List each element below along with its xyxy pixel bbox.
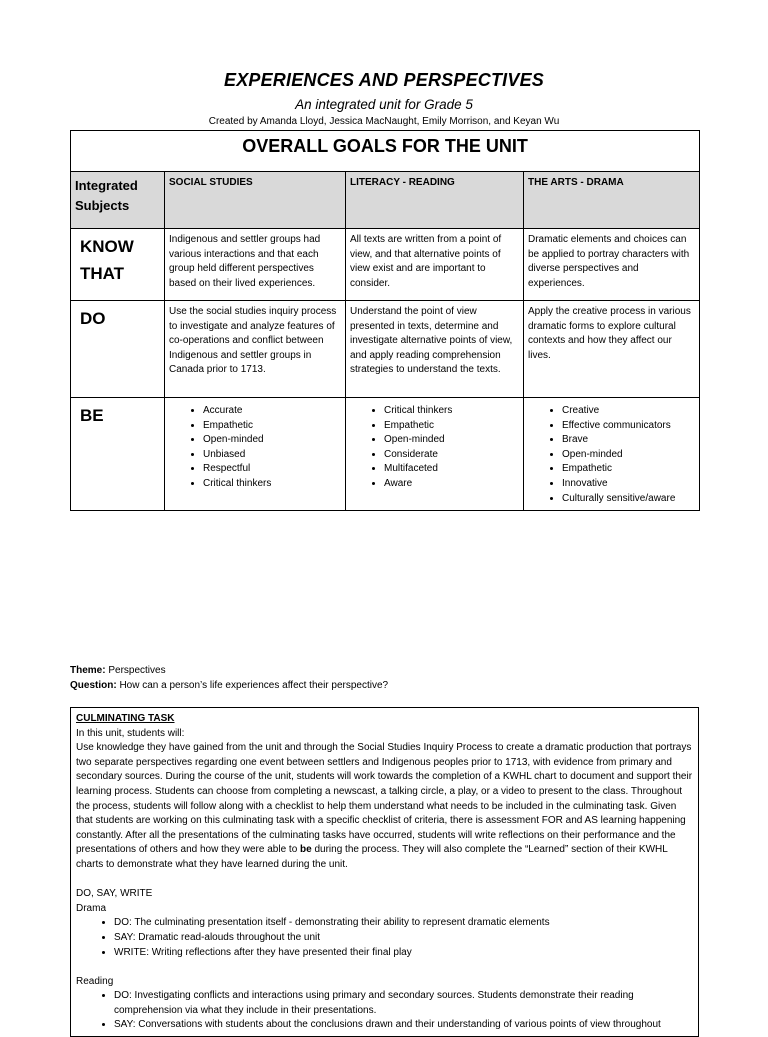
reading-list xyxy=(76,989,693,1033)
goals-header-row xyxy=(71,172,700,229)
question-label: Question: xyxy=(70,679,117,691)
do-cell-social-studies: Use the social studies inquiry process to investigate and analyze features of co-operations and conflict between Indigenous and settler groups in Canada prior to 1713. xyxy=(165,301,346,398)
list-item: • DO: Investigating conflicts and interactions using primary and secondary sources. Students demonstrate their reading comprehension via what they include in their presentations. xyxy=(114,989,693,1018)
list-item: • Multifaceted xyxy=(384,462,519,477)
goals-table xyxy=(70,130,700,511)
list-item: • SAY: Conversations with students about the conclusions drawn and their understanding of various points of view throughout xyxy=(114,1018,693,1033)
list-item: • WRITE: Writing reflections after they have presented their final play xyxy=(114,946,693,961)
do-say-write-heading: DO, SAY, WRITE xyxy=(76,888,153,900)
list-item: • Empathetic xyxy=(203,419,341,434)
culminating-body-part2: during the process. They will also complete the “Learned” section of their KWHL charts to demonstrate what they have learned during the unit. xyxy=(76,844,668,870)
culminating-body-part1: Use knowledge they have gained from the unit and through the Social Studies Inquiry Process to create a dramatic production that portrays two separate perspectives regarding one event between settlers and Indigenous peoples prior to 1713, with evidence from primary and secondary sources. During the course of the unit, students will work towards the completion of a KWHL chart to document and support their learning process. Students can choose from completing a newscast, a talking circle, a play, or a video to present to the class. Throughout the process, students will follow along with a checklist to help them understand what needs to be included in the culminating task. Given that students are working on this culminating task with a specific checklist of criteria, there is assessment FOR and AS learning happening constantly. After all the presentations of the culminating tasks have occurred, students will write reflections on their performance and the presentations of others and how they were able to xyxy=(76,742,693,856)
be-list-social-studies xyxy=(169,404,341,492)
list-item: • Culturally sensitive/aware xyxy=(562,492,695,507)
know-that-row xyxy=(71,229,700,301)
list-item: • SAY: Dramatic read-alouds throughout the unit xyxy=(114,931,693,946)
list-item: • Open-minded xyxy=(562,448,695,463)
list-item: • Considerate xyxy=(384,448,519,463)
question-value: How can a person’s life experiences affect their perspective? xyxy=(116,679,389,691)
be-label: BE xyxy=(71,398,165,511)
list-item: • Accurate xyxy=(203,404,341,419)
integrated-subjects-label: Integrated Subjects xyxy=(71,172,165,229)
be-cell-social-studies xyxy=(165,398,346,511)
do-cell-drama: Apply the creative process in various dramatic forms to explore cultural contexts and how they affect our lives. xyxy=(524,301,700,398)
culminating-intro: In this unit, students will: xyxy=(76,727,185,739)
document-authors: Created by Amanda Lloyd, Jessica MacNaught, Emily Morrison, and Keyan Wu xyxy=(208,116,560,127)
drama-label: Drama xyxy=(76,902,107,914)
list-item: • Critical thinkers xyxy=(384,404,519,419)
be-cell-literacy xyxy=(346,398,524,511)
list-item: • Open-minded xyxy=(203,433,341,448)
theme-label: Theme: xyxy=(70,665,106,676)
goals-table-title: OVERALL GOALS FOR THE UNIT xyxy=(71,131,700,172)
drama-list xyxy=(76,916,693,960)
list-item: • Unbiased xyxy=(203,448,341,463)
culminating-task-box xyxy=(70,707,699,1037)
question-line xyxy=(70,679,388,694)
column-header-social-studies: SOCIAL STUDIES xyxy=(165,172,346,229)
column-header-arts-drama: THE ARTS - DRAMA xyxy=(524,172,700,229)
theme-block xyxy=(70,664,388,693)
document-subtitle: An integrated unit for Grade 5 xyxy=(295,97,473,112)
column-header-literacy-reading: LITERACY - READING xyxy=(346,172,524,229)
do-label: DO xyxy=(71,301,165,398)
list-item: • DO: The culminating presentation itself - demonstrating their ability to represent dramatic elements xyxy=(114,916,693,931)
do-row xyxy=(71,301,700,398)
be-row xyxy=(71,398,700,511)
list-item: • Effective communicators xyxy=(562,419,695,434)
list-item: • Empathetic xyxy=(562,462,695,477)
be-list-drama xyxy=(528,404,695,506)
list-item: • Innovative xyxy=(562,477,695,492)
theme-value: Perspectives xyxy=(105,665,166,676)
list-item: • Open-minded xyxy=(384,433,519,448)
know-cell-drama: Dramatic elements and choices can be applied to portray characters with diverse perspectives and experiences. xyxy=(524,229,700,301)
theme-line xyxy=(70,664,388,679)
list-item: • Empathetic xyxy=(384,419,519,434)
know-that-label: KNOW THAT xyxy=(71,229,165,301)
be-cell-drama xyxy=(524,398,700,511)
list-item: • Brave xyxy=(562,433,695,448)
culminating-body-bold: be xyxy=(300,844,312,856)
list-item: • Respectful xyxy=(203,462,341,477)
be-list-literacy xyxy=(350,404,519,492)
know-cell-literacy: All texts are written from a point of view, and that alternative points of view exist and are important to consider. xyxy=(346,229,524,301)
list-item: • Aware xyxy=(384,477,519,492)
do-cell-literacy: Understand the point of view presented in texts, determine and investigate alternative points of view, and apply reading comprehension strategies to understand the texts. xyxy=(346,301,524,398)
document-title: EXPERIENCES AND PERSPECTIVES xyxy=(223,70,544,90)
list-item: • Critical thinkers xyxy=(203,477,341,492)
culminating-task-title: CULMINATING TASK xyxy=(76,713,175,724)
list-item: • Creative xyxy=(562,404,695,419)
reading-label: Reading xyxy=(76,975,114,987)
know-cell-social-studies: Indigenous and settler groups had various interactions and that each group held different perspectives based on their lived experiences. xyxy=(165,229,346,301)
culminating-body xyxy=(76,741,693,872)
